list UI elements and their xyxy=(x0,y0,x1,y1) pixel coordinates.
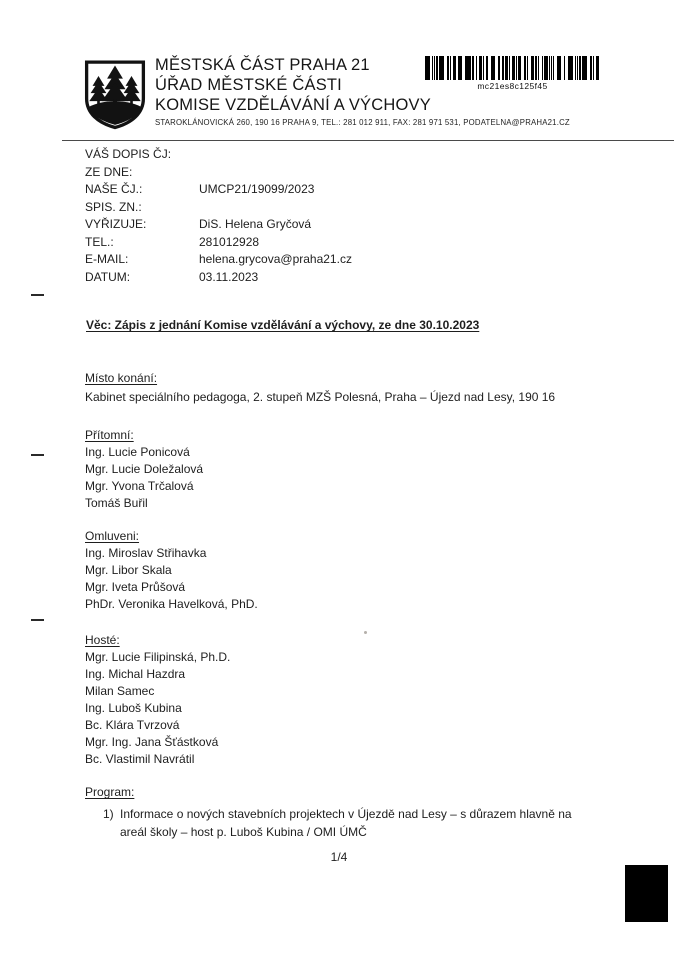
attendee-name: Mgr. Lucie Doležalová xyxy=(85,462,204,476)
program-item-text: Informace o nových stavebních projektech v Újezdě nad Lesy – s důrazem hlavně na areál školy – host p. Luboš Kubina / OMI ÚMČ xyxy=(120,807,572,839)
fold-mark xyxy=(31,619,44,621)
header-divider xyxy=(62,140,674,141)
meta-value: UMCP21/19099/2023 xyxy=(199,182,315,196)
org-name-line2: ÚŘAD MĚSTSKÉ ČÁSTI xyxy=(155,76,342,94)
attendee-name: Bc. Klára Tvrzová xyxy=(85,718,180,732)
attendee-name: Mgr. Libor Skala xyxy=(85,563,172,577)
attendee-name: Mgr. Yvona Trčalová xyxy=(85,479,194,493)
meta-value xyxy=(199,199,352,217)
attendee-name: Milan Samec xyxy=(85,684,155,698)
meta-label: VYŘIZUJE: xyxy=(85,217,147,231)
meta-label: ZE DNE: xyxy=(85,164,133,179)
section-heading: Hosté: xyxy=(85,633,120,647)
meta-label: E-MAIL: xyxy=(85,252,129,266)
org-address-line: STAROKLÁNOVICKÁ 260, 190 16 PRAHA 9, TEL.: 281 012 911, FAX: 281 971 531, PODATELNA@PRAHA21.CZ xyxy=(155,118,570,127)
meta-label: SPIS. ZN.: xyxy=(85,199,142,214)
meta-value: helena.grycova@praha21.cz xyxy=(199,252,352,266)
meta-label: DATUM: xyxy=(85,269,131,284)
attendee-name: Ing. Michal Hazdra xyxy=(85,667,186,681)
meeting-location: Kabinet speciálního pedagoga, 2. stupeň MZŠ Polesná, Praha – Újezd nad Lesy, 190 16 xyxy=(85,390,556,404)
barcode-label: mc21es8c125f45 xyxy=(477,81,548,91)
fold-mark xyxy=(31,454,44,456)
meta-value: DiS. Helena Gryčová xyxy=(199,217,312,231)
org-name-line1: MĚSTSKÁ ČÁST PRAHA 21 xyxy=(155,56,370,74)
attendee-name: Ing. Luboš Kubina xyxy=(85,701,182,715)
section-heading: Omluveni: xyxy=(85,529,140,543)
redaction-box xyxy=(625,865,668,922)
meta-label: TEL.: xyxy=(85,234,114,249)
attendee-name: Ing. Lucie Ponicová xyxy=(85,445,190,459)
meta-label: VÁŠ DOPIS ČJ: xyxy=(85,147,172,161)
attendee-name: Mgr. Lucie Filipinská, Ph.D. xyxy=(85,650,231,664)
section-heading: Program: xyxy=(85,785,135,799)
attendee-name: Bc. Vlastimil Navrátil xyxy=(85,752,195,766)
attendee-name: PhDr. Veronika Havelková, PhD. xyxy=(85,597,258,611)
section-heading: Přítomní: xyxy=(85,428,134,442)
program-item xyxy=(85,805,590,841)
subject-line: Věc: Zápis z jednání Komise vzdělávání a výchovy, ze dne 30.10.2023 xyxy=(86,318,480,332)
attendee-name: Mgr. Iveta Průšová xyxy=(85,580,186,594)
section-hoste xyxy=(85,632,230,768)
section-pritomni xyxy=(85,427,203,512)
letter-meta-block xyxy=(85,146,352,286)
meta-label: NAŠE ČJ.: xyxy=(85,182,143,196)
section-program xyxy=(85,784,590,841)
program-item-number: 1) xyxy=(103,807,114,821)
section-misto-konani xyxy=(85,370,555,406)
section-heading: Místo konání: xyxy=(85,371,158,385)
scan-artifact xyxy=(364,631,367,634)
attendee-name: Mgr. Ing. Jana Šťástková xyxy=(85,735,219,749)
org-name-line3: KOMISE VZDĚLÁVÁNÍ A VÝCHOVY xyxy=(155,96,431,114)
meta-value xyxy=(199,164,352,182)
meta-value xyxy=(199,146,352,164)
meta-value: 281012928 xyxy=(199,234,260,249)
document-barcode xyxy=(425,56,600,91)
attendee-name: Tomáš Buřil xyxy=(85,496,148,510)
barcode-icon xyxy=(425,56,600,80)
attendee-name: Ing. Miroslav Střihavka xyxy=(85,546,207,560)
section-omluveni xyxy=(85,528,258,613)
fold-mark xyxy=(31,294,44,296)
page-number: 1/4 xyxy=(330,850,348,864)
coat-of-arms-icon xyxy=(82,58,148,131)
meta-value: 03.11.2023 xyxy=(199,269,259,284)
